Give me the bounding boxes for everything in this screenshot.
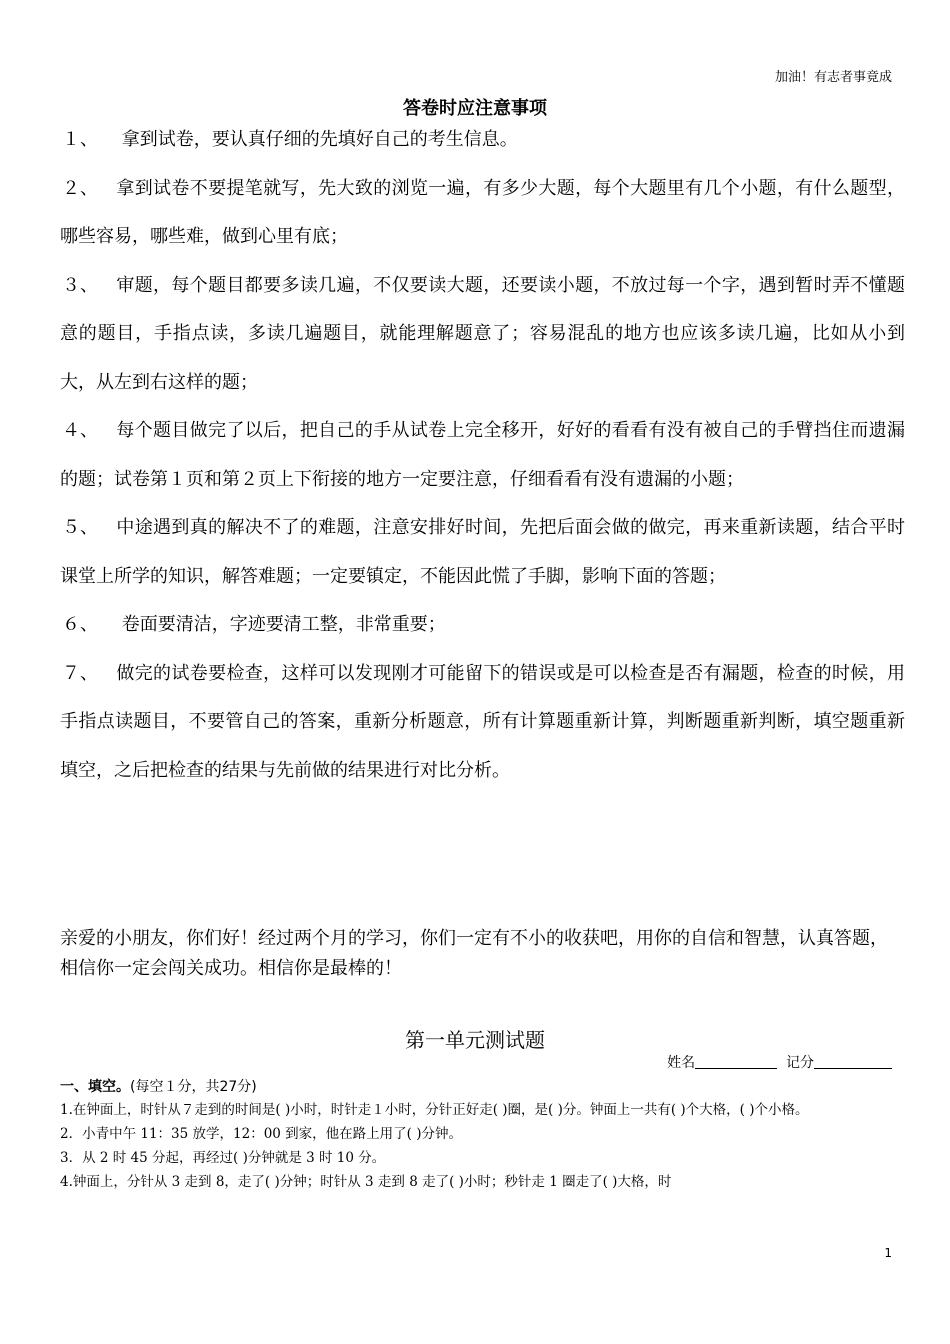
note-item: [60, 504, 905, 601]
note-text: 中途遇到真的解决不了的难题，注意安排好时间，先把后面会做的做完，再来重新读题，结合平时课堂上所学的知识，解答难题；一定要镇定，不能因此慌了手脚，影响下面的答题；: [60, 517, 905, 587]
note-number: ６、: [62, 614, 98, 635]
question-item: 4.钟面上，分针从 3 走到 8，走了( )分钟；时针从 3 走到 8 走了( )小时；秒针走 1 圈走了( )大格，时: [60, 1174, 672, 1190]
notes-title: 答卷时应注意事项: [403, 98, 547, 119]
section-heading: [60, 1076, 257, 1096]
note-number: ７、: [62, 662, 98, 684]
note-number: ５、: [62, 517, 98, 538]
question-list: [60, 1098, 900, 1194]
greeting-text: 亲爱的小朋友，你们好！经过两个月的学习，你们一定有不小的收获吧，用你的自信和智慧，认真答题，相信你一定会闯关成功。相信你是最棒的！: [60, 928, 888, 979]
name-blank[interactable]: [695, 1054, 777, 1069]
note-number: ２、: [62, 177, 98, 199]
note-text: 拿到试卷，要认真仔细的先填好自己的考生信息。: [116, 129, 518, 150]
note-item: [60, 601, 905, 650]
note-number: ３、: [62, 274, 98, 296]
note-text: 做完的试卷要检查，这样可以发现刚才可能留下的错误或是可以检查是否有漏题，检查的时候，用手指点读题目，不要管自己的答案，重新分析题意，所有计算题重新计算，判断题重新判断，填空题重新填空，之后把检查的结果与先前做的结果进行对比分析。: [60, 662, 905, 781]
question-item: 3．从 2 时 45 分起，再经过( )分钟就是 3 时 10 分。: [60, 1150, 386, 1166]
note-text: 卷面要清洁，字迹要清工整，非常重要；: [116, 614, 446, 635]
section-note: (每空１分，共27分): [130, 1079, 257, 1095]
note-item: [60, 116, 905, 165]
question-item: 2．小青中午 11：35 放学，12：00 到家，他在路上用了( )分钟。: [60, 1126, 463, 1142]
note-text: 每个题目做完了以后，把自己的手从试卷上完全移开，好好的看看有没有被自己的手臂挡住而遗漏的题；试卷第１页和第２页上下衔接的地方一定要注意，仔细看看有没有遗漏的小题；: [60, 420, 905, 490]
note-item: [60, 262, 905, 408]
note-item: [60, 165, 905, 262]
name-score-line: [667, 1052, 892, 1072]
note-item: [60, 650, 905, 796]
score-label: 记分: [786, 1055, 814, 1071]
notes-list: [60, 116, 905, 795]
question-item: 1.在钟面上，时针从７走到的时间是( )小时，时针走１小时，分针正好走( )圈，是( )分。钟面上一共有( )个大格，( )个小格。: [60, 1102, 809, 1118]
note-number: ４、: [62, 420, 98, 441]
name-label: 姓名: [667, 1055, 696, 1071]
note-number: １、: [62, 129, 98, 150]
note-text: 拿到试卷不要提笔就写，先大致的浏览一遍，有多少大题，每个大题里有几个小题，有什么题型，哪些容易，哪些难，做到心里有底；: [60, 177, 905, 247]
page-number: 1: [884, 1246, 892, 1260]
test-title: 第一单元测试题: [405, 1028, 545, 1052]
note-item: [60, 407, 905, 504]
section-title: 一、填空。: [60, 1079, 130, 1095]
score-blank[interactable]: [814, 1054, 892, 1069]
header-motto: 加油！有志者事竟成: [774, 70, 892, 85]
note-text: 审题，每个题目都要多读几遍，不仅要读大题，还要读小题，不放过每一个字，遇到暂时弄不懂题意的题目，手指点读，多读几遍题目，就能理解题意了；容易混乱的地方也应该多读几遍，比如从小到大，从左到右这样的题；: [60, 274, 905, 393]
